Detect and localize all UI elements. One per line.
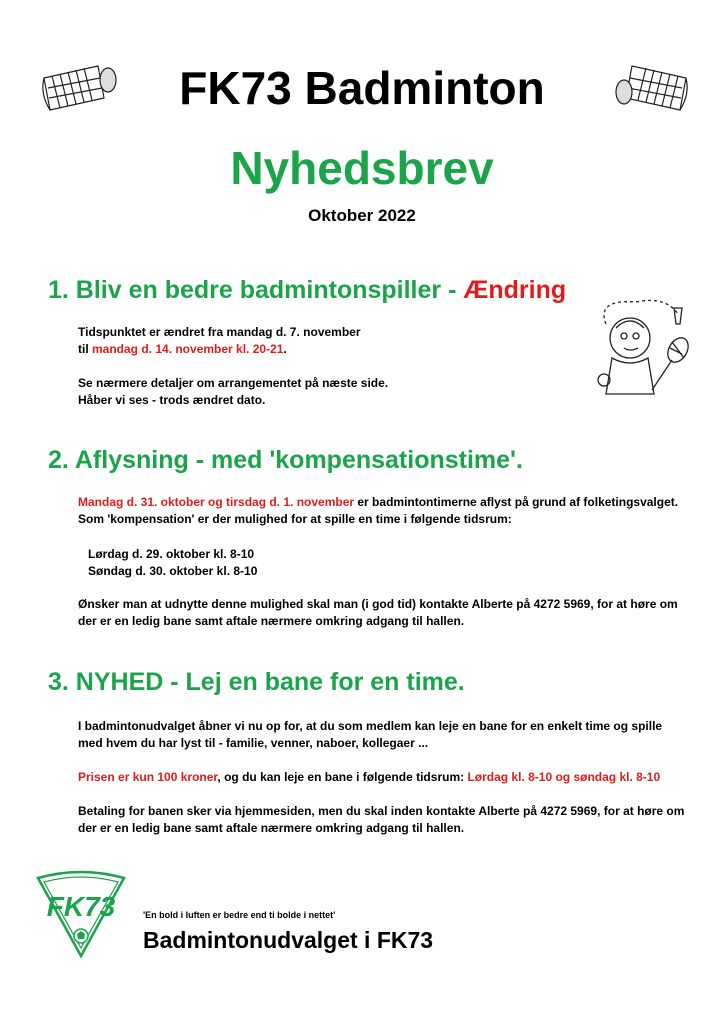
section-3-para-3-line-1: Betaling for banen sker via hjemmesiden, men du skal inden kontakte Alberte på 4272 5969, for at høre om xyxy=(78,804,685,818)
footer-quote: 'En bold i luften er bedre end ti bolde i nettet' xyxy=(143,910,336,920)
section-3-para-1-line-2: med hvem du har lyst til - familie, venner, naboer, kollegaer ... xyxy=(78,736,429,750)
page-title: FK73 Badminton xyxy=(179,62,545,114)
section-3-para-1-line-1: I badmintonudvalget åbner vi nu op for, at du som medlem kan leje en bane for en enkelt time og spille xyxy=(78,719,663,733)
section-2-slots xyxy=(88,546,257,580)
section-1-new-date: mandag d. 14. november kl. 20-21 xyxy=(92,342,284,356)
section-1-line-3: Se nærmere detaljer om arrangementet på næste side. xyxy=(78,376,389,390)
section-2-slot-2: Søndag d. 30. oktober kl. 8-10 xyxy=(88,564,258,578)
section-2-heading: 2. Aflysning - med 'kompensationstime'. xyxy=(48,446,523,474)
section-3-price-mid: , og du kan leje en bane i følgende tidsrum: xyxy=(217,770,468,784)
section-2-para-1 xyxy=(78,494,698,511)
section-3-para-3-line-2: der er en ledig bane samt aftale nærmere omkring adgang til hallen. xyxy=(78,821,465,835)
section-3-body xyxy=(78,718,698,837)
section-1-line-2-suffix: . xyxy=(283,342,287,356)
page-subtitle: Nyhedsbrev xyxy=(230,142,494,194)
section-1-heading-main: 1. Bliv en bedre badmintonspiller - xyxy=(48,276,464,304)
section-2-para-2-line-2: der er en ledig bane samt aftale nærmere omkring adgang til hallen. xyxy=(78,614,465,628)
section-3-times: Lørdag kl. 8-10 og søndag kl. 8-10 xyxy=(467,770,661,784)
logo-text: FK73 xyxy=(46,891,116,922)
section-2-para-2-line-1: Ønsker man at udnytte denne mulighed skal man (i god tid) kontakte Alberte på 4272 5969, for at høre om xyxy=(78,597,678,611)
section-1-heading xyxy=(48,274,566,306)
section-2-body xyxy=(78,494,698,528)
section-2-para-1-rest: er badmintontimerne aflyst på grund af folketingsvalget. xyxy=(354,495,679,509)
issue-date: Oktober 2022 xyxy=(308,206,416,225)
section-2-para-1-line-2: Som 'kompensation' er der mulighed for at spille en time i følgende tidsrum: xyxy=(78,512,512,526)
section-1-line-2 xyxy=(78,341,698,358)
section-1-heading-change: Ændring xyxy=(463,276,567,304)
section-1-line-1: Tidspunktet er ændret fra mandag d. 7. november xyxy=(78,325,361,339)
section-3-price-line xyxy=(78,769,698,786)
footer-org: Badmintonudvalget i FK73 xyxy=(143,927,434,953)
fk73-logo-icon xyxy=(34,864,128,960)
section-3-heading: 3. NYHED - Lej en bane for en time. xyxy=(48,668,465,696)
section-1-line-4: Håber vi ses - trods ændret dato. xyxy=(78,393,266,407)
section-2-cancel-dates: Mandag d. 31. oktober og tirsdag d. 1. november xyxy=(78,495,355,509)
section-1-line-2-prefix: til xyxy=(78,342,92,356)
section-3-price: Prisen er kun 100 kroner xyxy=(78,770,218,784)
section-2-slot-1: Lørdag d. 29. oktober kl. 8-10 xyxy=(88,547,255,561)
section-1-body xyxy=(78,324,698,409)
section-2-contact xyxy=(78,596,698,630)
